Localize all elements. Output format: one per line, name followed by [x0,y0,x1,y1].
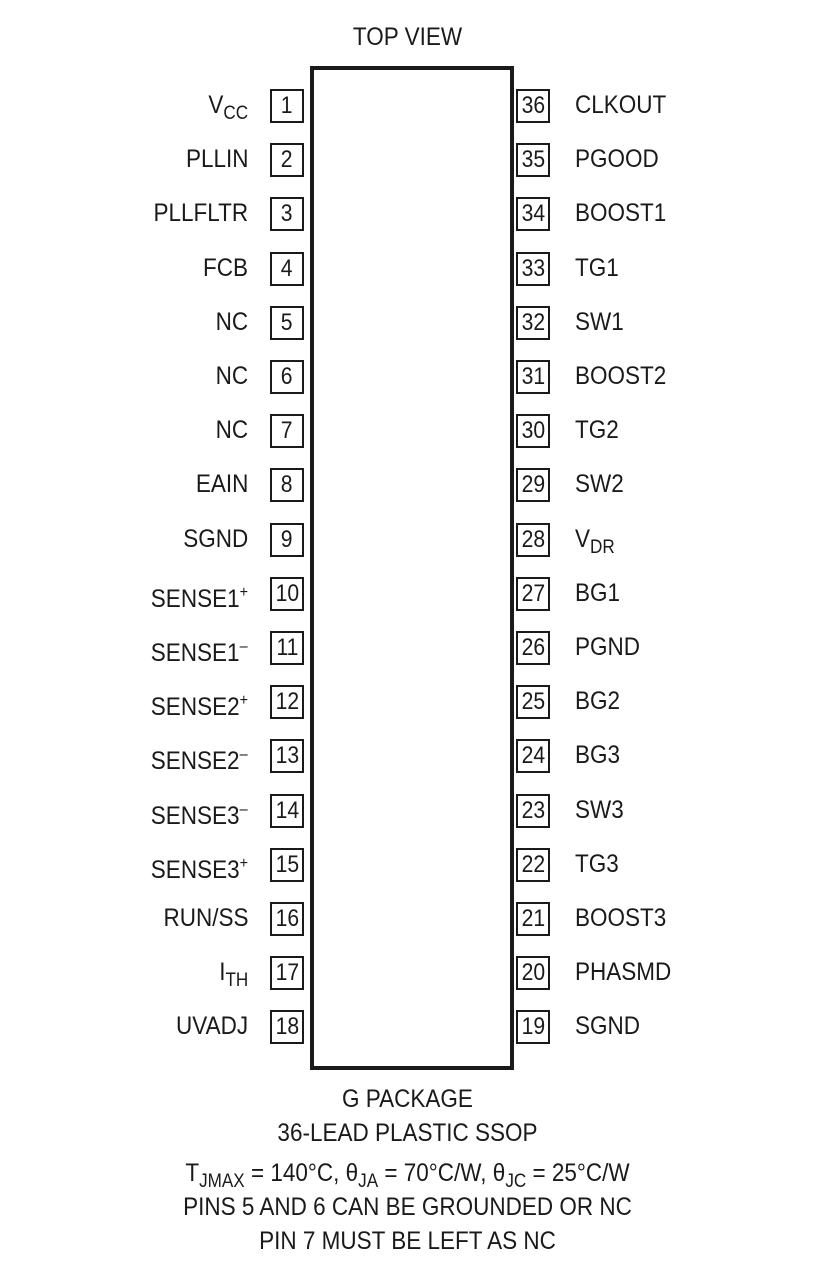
pin-number-box [270,468,304,502]
theta-jc-value: = 25°C/W [526,1159,630,1187]
pin-number: 25 [521,688,545,715]
pin-label [575,253,619,283]
tjmax-subscript: JMAX [199,1171,245,1192]
pin-label [575,1011,640,1041]
pin-label [208,90,248,129]
pin-label [151,686,248,722]
pin-number: 17 [275,959,299,986]
pin-label [153,198,248,228]
pin-number: 13 [275,742,299,769]
pin-label-text: NC [215,362,248,390]
pin-number: 29 [521,471,545,498]
pin-label-text: I [218,958,226,986]
pin-label [216,415,248,445]
package-name: G PACKAGE [342,1085,473,1113]
pin-number: 35 [521,146,545,173]
theta-ja-value: = 70°C/W, [378,1159,493,1187]
pin-label-text: BG1 [575,579,621,607]
pin-label [575,90,666,120]
pin-label [216,361,248,391]
pin-label-text: SENSE1 [151,639,240,667]
pin-number: 31 [521,363,545,390]
pin-number-box [516,739,550,773]
pin-label [575,632,640,662]
pin-label-text: TG2 [575,416,619,444]
pin-label-superscript: + [239,692,248,709]
pin-label-text: UVADJ [175,1012,248,1040]
pin-label [575,415,619,445]
pin-label [185,144,248,174]
diagram-title: TOP VIEW [352,23,463,51]
pin-number-box [270,197,304,231]
pin-number: 11 [276,634,298,661]
note-pins-5-6: PINS 5 AND 6 CAN BE GROUNDED OR NC [183,1193,632,1221]
pin-number-box [516,794,550,828]
pin-number: 28 [521,526,545,553]
pin-number: 15 [275,851,299,878]
pin-number-box [270,631,304,665]
pin-number: 23 [521,797,545,824]
pin-label-text: SGND [182,525,248,553]
pin-label-text: SENSE2 [150,693,240,721]
pin-number: 19 [521,1013,545,1040]
pin-label-text: EAIN [195,470,248,498]
pin-number-box [270,360,304,394]
pin-label [575,361,666,391]
pin-label [575,469,624,499]
pin-number: 27 [521,580,545,607]
pin-number-box [270,685,304,719]
pin-label-text: PHASMD [575,958,672,986]
pin-number: 34 [521,200,545,227]
pin-label [183,524,248,554]
pin-number-box [270,1010,304,1044]
pin-number-box [516,143,550,177]
pin-number: 4 [281,255,293,282]
pin-number-box [516,902,550,936]
pin-label-subscript: TH [225,970,248,991]
package-description: 36-LEAD PLASTIC SSOP [277,1119,538,1147]
pin-label [203,253,248,283]
pin-label [151,632,248,668]
pin-label-text: V [208,91,224,119]
pin-label [216,307,248,337]
pin-number-box [516,89,550,123]
pin-label [575,957,671,987]
pin-label [575,849,619,879]
pin-number: 1 [281,92,293,119]
pin-label-text: SGND [575,1012,641,1040]
pin-label-text: V [575,525,591,553]
pin-label [575,740,620,770]
pin-number: 12 [275,688,299,715]
pin-label [575,795,624,825]
pin-label-text: CLKOUT [575,91,667,119]
pin-number: 10 [275,580,299,607]
pin-number: 16 [275,905,299,932]
pin-label-text: BOOST1 [575,199,667,227]
pin-label-text: PGOOD [575,145,659,173]
pin-number: 6 [281,363,293,390]
pin-number-box [270,306,304,340]
pin-number: 14 [275,797,299,824]
pin-number-box [516,1010,550,1044]
pin-number: 32 [521,309,545,336]
pin-label-text: SENSE2 [151,747,240,775]
pin-label-text: PGND [575,633,641,661]
pin-number-box [270,252,304,286]
pin-number-box [516,577,550,611]
pin-number: 2 [281,146,293,173]
pin-label-text: SENSE1 [150,585,240,613]
pin-label-text: SW3 [575,796,624,824]
ic-package-body [310,66,514,1070]
pin-label-text: NC [215,308,248,336]
pin-label [575,198,666,228]
pin-label-superscript: – [239,801,248,818]
pin-number-box [270,739,304,773]
pin-number-box [270,794,304,828]
theta-jc-subscript: JC [505,1171,527,1192]
pin-label-text: RUN/SS [162,904,248,932]
pin-label-text: SW1 [575,308,624,336]
pin-label [575,144,659,174]
pin-label-text: BG3 [575,741,621,769]
pin-label-text: TG3 [575,850,619,878]
pin-number-box [516,252,550,286]
pin-number-box [270,577,304,611]
pin-label-text: PLLIN [185,145,248,173]
pin-number: 21 [521,905,545,932]
pin-number: 18 [275,1013,299,1040]
pin-label [575,524,615,563]
pin-label [163,903,248,933]
pin-label [575,903,666,933]
pin-label-text: NC [215,416,248,444]
pin-number-box [516,468,550,502]
pin-number: 20 [521,959,545,986]
pin-label [219,957,248,996]
pin-label-text: TG1 [575,254,619,282]
pin-number: 36 [521,92,545,119]
pin-number: 9 [281,526,293,553]
pin-label [575,307,624,337]
pin-label [575,686,620,716]
pin-label-text: SENSE3 [150,856,240,884]
pin-number-box [270,848,304,882]
tjmax-symbol: T [185,1159,200,1187]
pin-label-superscript: + [239,584,248,601]
pin-number: 22 [521,851,545,878]
pin-number: 5 [281,309,293,336]
pin-label-text: SENSE3 [151,802,240,830]
pin-number: 7 [281,417,293,444]
pin-label-superscript: – [239,638,248,655]
pin-label [176,1011,248,1041]
pin-number: 8 [281,471,293,498]
pin-label-text: FCB [203,254,248,282]
pin-label [151,740,248,776]
pin-number-box [516,414,550,448]
pin-label [151,578,248,614]
pin-number-box [516,197,550,231]
pin-label [151,849,248,885]
tjmax-value: = 140°C, [244,1159,346,1187]
pin-number-box [270,523,304,557]
pin-label-superscript: + [239,855,248,872]
pin-number-box [270,414,304,448]
pin-number: 30 [521,417,545,444]
pin-number-box [516,685,550,719]
pin-number: 26 [521,634,545,661]
pin-number: 24 [521,742,545,769]
pin-label-text: PLLFLTR [153,199,248,227]
pin-number-box [270,902,304,936]
pin-label [195,469,248,499]
pin-label-text: SW2 [575,470,624,498]
pin-label-subscript: DR [590,537,615,558]
pin-number-box [270,143,304,177]
pin-label-text: BG2 [575,687,621,715]
pin-label-text: BOOST2 [575,362,667,390]
pin-label [575,578,620,608]
pin-number: 33 [521,255,545,282]
pin-number-box [270,956,304,990]
theta-ja-subscript: JA [358,1171,379,1192]
pin-number-box [516,306,550,340]
pin-label-superscript: – [239,746,248,763]
pin-number-box [270,89,304,123]
pin-number: 3 [281,200,293,227]
pin-label-subscript: CC [223,103,248,124]
theta-jc-symbol: θ [492,1159,506,1187]
pin-label [151,795,248,831]
pin-number-box [516,360,550,394]
theta-ja-symbol: θ [345,1159,359,1187]
pin-number-box [516,523,550,557]
note-pin-7: PIN 7 MUST BE LEFT AS NC [259,1227,556,1255]
pin-number-box [516,631,550,665]
pin-label-text: BOOST3 [575,904,667,932]
pin-number-box [516,956,550,990]
pin-number-box [516,848,550,882]
